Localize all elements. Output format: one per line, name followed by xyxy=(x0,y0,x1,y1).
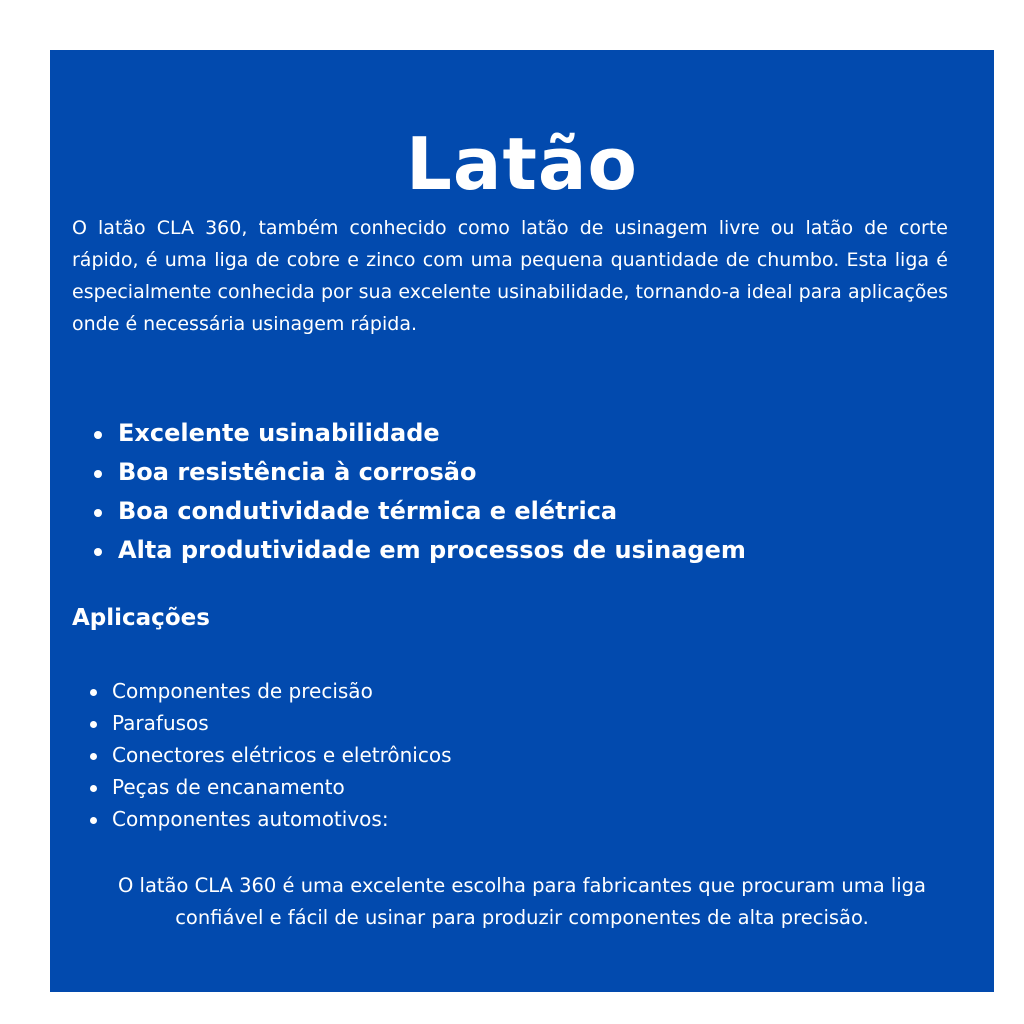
applications-heading: Aplicações xyxy=(72,605,210,631)
feature-item: Boa resistência à corrosão xyxy=(92,453,746,492)
applications-list xyxy=(90,675,452,835)
application-item: Componentes de precisão xyxy=(90,675,452,707)
feature-item: Boa condutividade térmica e elétrica xyxy=(92,492,746,531)
intro-paragraph: O latão CLA 360, também conhecido como latão de usinagem livre ou latão de corte rápido, é uma liga de cobre e zinco com uma pequena quantidade de chumbo. Esta liga é especialmente conhecida por sua excelente usinabilidade, tornando-a ideal para aplicações onde é necessária usinagem rápida. xyxy=(72,217,948,335)
conclusion-paragraph: O latão CLA 360 é uma excelente escolha para fabricantes que procuram uma liga confiável e fácil de usinar para produzir componentes de alta precisão. xyxy=(117,874,927,929)
application-item: Peças de encanamento xyxy=(90,771,452,803)
application-item: Componentes automotivos: xyxy=(90,803,452,835)
feature-item: Alta produtividade em processos de usinagem xyxy=(92,531,746,570)
application-item: Conectores elétricos e eletrônicos xyxy=(90,739,452,771)
application-item: Parafusos xyxy=(90,707,452,739)
page-title: Latão xyxy=(406,122,638,206)
content-panel xyxy=(50,50,994,992)
feature-item: Excelente usinabilidade xyxy=(92,414,746,453)
features-list xyxy=(92,414,746,570)
